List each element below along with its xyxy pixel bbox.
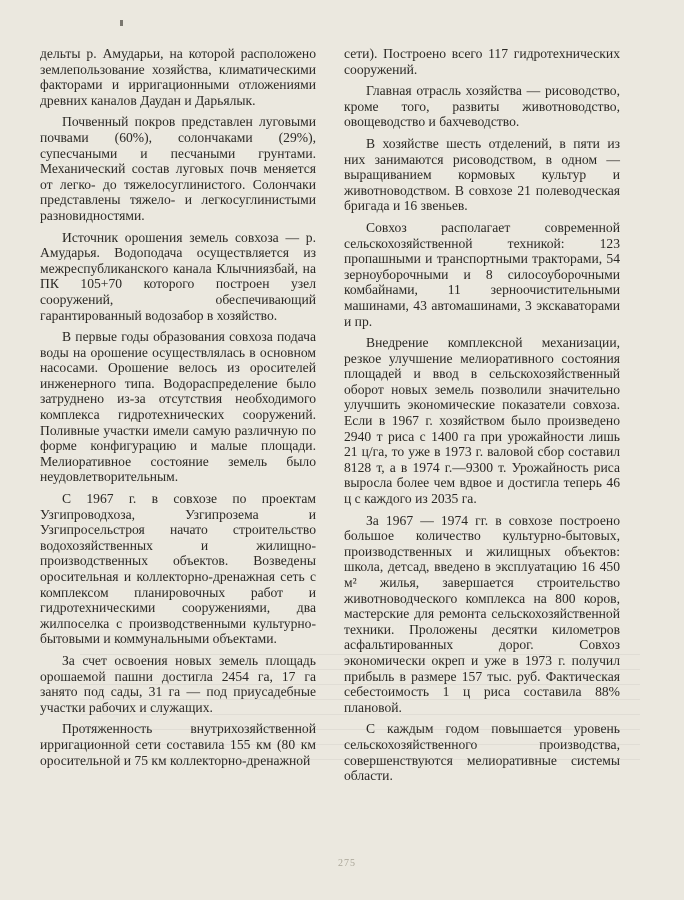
paragraph: Совхоз располагает современной сельскохозяйственной техникой: 123 пропашными и транспортными тракторами, 54 зерноуборочными и 8 силосоуборочными комбайнами, 11 зерноочистительными машинами, 43 автомашинами, 3 экскаваторами и пр. bbox=[344, 219, 620, 329]
paragraph: сети). Построено всего 117 гидротехнических сооружений. bbox=[344, 46, 620, 77]
left-column bbox=[40, 46, 316, 774]
paragraph: С каждым годом повышается уровень сельскохозяйственного производства, совершенствуются мелиоративные системы области. bbox=[344, 721, 620, 784]
right-column bbox=[344, 46, 620, 790]
paragraph: Почвенный покров представлен луговыми почвами (60%), солончаками (29%), супесчаными и песчаными грунтами. Механический состав луговых почв меняется от легко- до тяжелосуглинистого. Солончаки представлены тяжело- и легкосуглинистыми разновидностями. bbox=[40, 114, 316, 223]
paragraph: За 1967 — 1974 гг. в совхозе построено большое количество культурно-бытовых, производственных и жилищных объектов: школа, детсад, введено в эксплуатацию 16 450 м² жилья, завершается строительство животноводческого комплекса на 800 коров, мастерские для ремонта сельскохозяйственной техники. Проложены десятки километров асфальтированных дорог. Совхоз экономически окреп и уже в 1973 г. получил прибыль в размере 157 тыс. руб. Фактическая себестоимость 1 ц риса составила 88% плановой. bbox=[344, 512, 620, 715]
paragraph: В хозяйстве шесть отделений, в пяти из них занимаются рисоводством, в одном — выращиванием кормовых культур и животноводством. В совхозе 21 полеводческая бригада и 16 звеньев. bbox=[344, 135, 620, 214]
paragraph: Внедрение комплексной механизации, резкое улучшение мелиоративного состояния площадей и ввод в сельскохозяйственный оборот новых земель позволили значительно улучшить экономические показатели совхоза. Если в 1967 г. хозяйством было произведено 2940 т риса с 1400 га при урожайности лишь 21 ц/га, то уже в 1973 г. валовой сбор составил 8128 т, а в 1974 г.—9300 т. Урожайность риса выросла более чем вдвое и достигла теперь 46 ц с каждого из 2035 га. bbox=[344, 335, 620, 507]
paragraph: С 1967 г. в совхозе по проектам Узгипроводхоза, Узгипрозема и Узгипросельстроя начато строительство водохозяйственных и жилищно-производственных объектов. Возведены оросительная и коллекторно-дренажная сеть с комплексом планировочных работ и гидротехническими сооружениями, два жилпоселка с производственными культурно-бытовыми и коммунальными объектами. bbox=[40, 491, 316, 647]
paragraph: дельты р. Амударьи, на которой расположено землепользование хозяйства, климатическими факторами и ирригационными отложениями древних каналов Даудан и Дарьялык. bbox=[40, 46, 316, 108]
paragraph: За счет освоения новых земель площадь орошаемой пашни достигла 2454 га, 17 га занято под сады, 31 га — под приусадебные участки рабочих и служащих. bbox=[40, 652, 316, 715]
page-number: 275 bbox=[338, 858, 356, 869]
scan-mark bbox=[120, 20, 123, 26]
paragraph: Источник орошения земель совхоза — р. Амударья. Водоподача осуществляется из межреспубликанского канала Клычниязбай, на ПК 105+70 которого построен узел сооружений, обеспечивающий гарантированный водозабор в хозяйство. bbox=[40, 229, 316, 323]
paragraph: Главная отрасль хозяйства — рисоводство, кроме того, развиты животноводство, овощеводство и бахчеводство. bbox=[344, 83, 620, 130]
paragraph: В первые годы образования совхоза подача воды на орошение осуществлялась в основном насосами. Орошение велось из оросителей инженерного типа. Водораспределение было затруднено из-за отсутствия необходимого комплекса гидротехнических сооружений. Поливные участки имели самую различную по форме конфигурацию и малые площади. Мелиоративное состояние земель было неудовлетворительным. bbox=[40, 329, 316, 485]
paragraph: Протяженность внутрихозяйственной ирригационной сети составила 155 км (80 км оросительной и 75 км коллекторно-дренажной bbox=[40, 721, 316, 768]
